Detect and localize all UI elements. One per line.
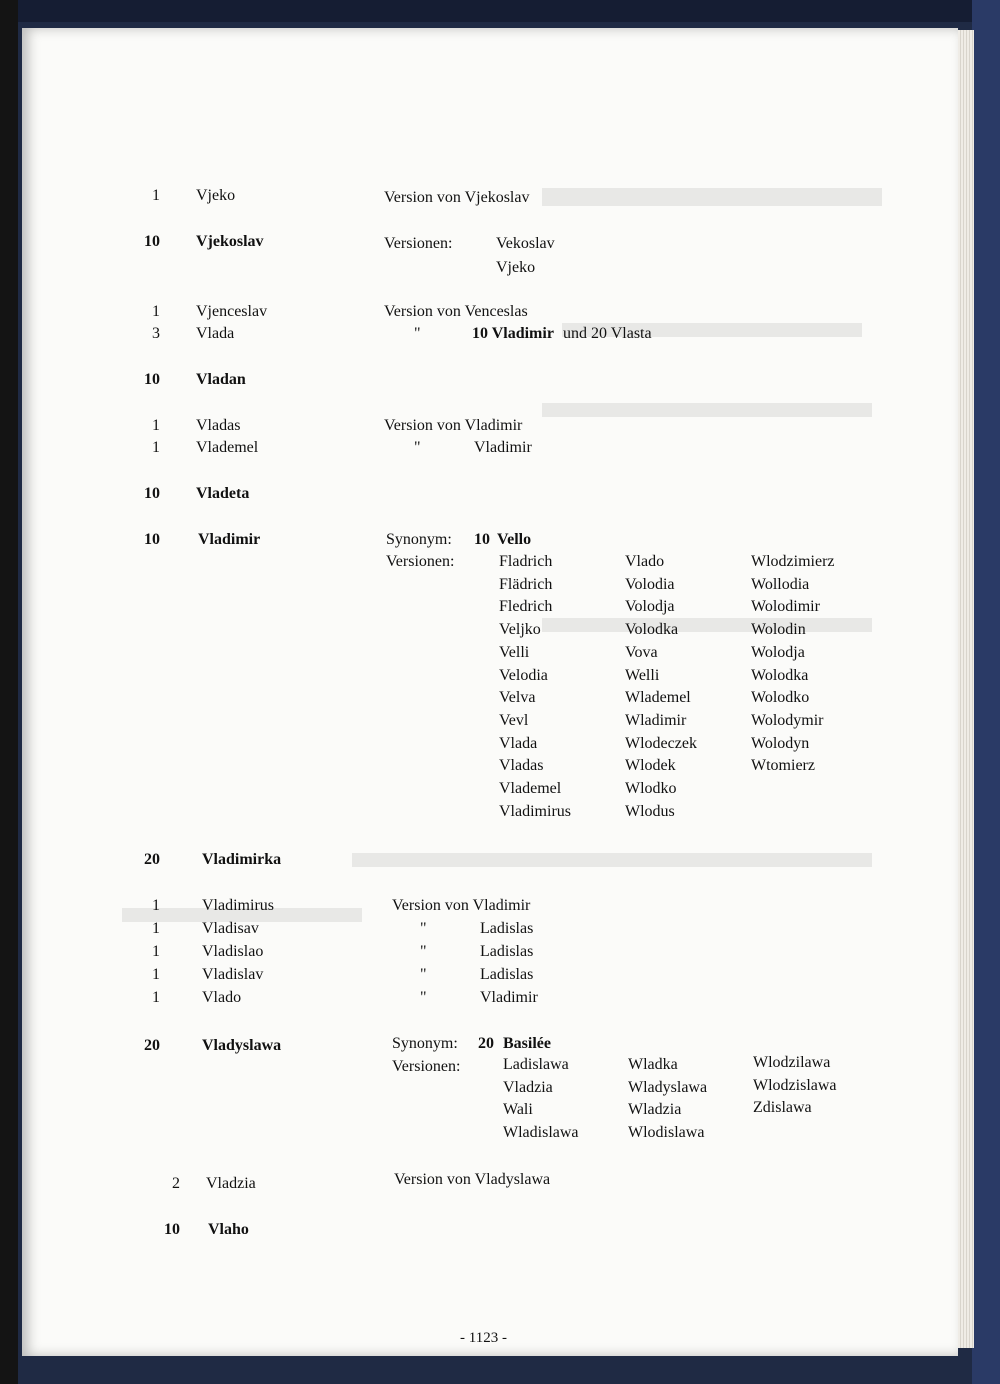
version-item: Vladas bbox=[499, 757, 544, 775]
show-through-shadow bbox=[542, 403, 872, 417]
version-item: Wlodko bbox=[625, 780, 677, 797]
version-item: Ladislawa bbox=[503, 1056, 569, 1073]
book-page bbox=[22, 28, 958, 1356]
version-item: Wolodka bbox=[751, 666, 809, 684]
entry-description: Version von Venceslas bbox=[384, 303, 528, 320]
entry-number: 2 bbox=[172, 1175, 180, 1192]
version-item: Wali bbox=[503, 1101, 533, 1118]
ditto-mark: " bbox=[414, 439, 421, 456]
entry-name: Vladisav bbox=[202, 920, 259, 937]
entry-name: Vlado bbox=[202, 989, 242, 1006]
version-item: Wlademel bbox=[625, 689, 691, 707]
entry-number: 1 bbox=[152, 966, 160, 983]
version-item: Wtomierz bbox=[751, 757, 815, 775]
entry-description: 10 Vladimir bbox=[472, 325, 554, 342]
entry-name: Vlaho bbox=[208, 1221, 249, 1238]
show-through-shadow bbox=[542, 618, 872, 632]
synonym-name: Basilée bbox=[503, 1035, 551, 1052]
version-item: Welli bbox=[625, 666, 660, 684]
version-item: Wlodus bbox=[625, 802, 675, 820]
version-item: Vevl bbox=[499, 711, 529, 729]
version-item: Volodka bbox=[625, 621, 679, 639]
show-through-shadow bbox=[542, 188, 882, 206]
version-item: Velli bbox=[499, 643, 530, 661]
version-item: Wladka bbox=[628, 1056, 678, 1073]
entry-name: Vladyslawa bbox=[202, 1037, 282, 1054]
entry-name: Vladislav bbox=[202, 966, 264, 983]
entry-name: Vladan bbox=[196, 371, 246, 388]
version-item: Fledrich bbox=[499, 598, 553, 616]
entry-number: 20 bbox=[144, 1037, 160, 1054]
entry-number: 1 bbox=[152, 943, 160, 960]
version-item: Velodia bbox=[499, 666, 548, 684]
ditto-mark: " bbox=[420, 943, 427, 960]
version-item: Velva bbox=[499, 689, 536, 707]
version-item: Wolodimir bbox=[751, 598, 820, 616]
ditto-mark: " bbox=[420, 920, 427, 937]
entry-name: Vjekoslav bbox=[196, 233, 264, 250]
book-gutter bbox=[0, 0, 18, 1384]
book-spine-top bbox=[0, 0, 1000, 22]
entry-number: 20 bbox=[144, 851, 160, 868]
version-item: Vladzia bbox=[503, 1078, 553, 1096]
version-item: Wlodek bbox=[625, 757, 676, 775]
version-item: Wolodyn bbox=[751, 734, 810, 752]
entry-description: Version von Vladimir bbox=[392, 897, 531, 914]
version-item: Vova bbox=[625, 643, 658, 661]
version-item: Wladislawa bbox=[503, 1123, 579, 1141]
version-item: Vlademel bbox=[499, 780, 562, 797]
synonym-number: 20 bbox=[478, 1035, 494, 1052]
page-number: - 1123 - bbox=[460, 1330, 507, 1346]
version-item: Zdislawa bbox=[753, 1099, 812, 1116]
version-item: Wladyslawa bbox=[628, 1078, 708, 1096]
version-item: Wladimir bbox=[625, 711, 687, 729]
version-item: Wlodislawa bbox=[628, 1123, 705, 1141]
entry-description: Version von Vladyslawa bbox=[394, 1171, 551, 1188]
version-item: Wolodymir bbox=[751, 711, 824, 729]
synonym-number: 10 bbox=[474, 531, 490, 548]
version-item: Vekoslav bbox=[496, 235, 555, 252]
version-item: Wlodzilawa bbox=[753, 1054, 831, 1071]
entry-number: 10 bbox=[144, 233, 160, 250]
entry-description: Ladislas bbox=[480, 920, 534, 937]
entry-number: 3 bbox=[152, 325, 160, 342]
entry-name: Vladislao bbox=[202, 943, 264, 960]
ditto-mark: " bbox=[420, 966, 427, 983]
entry-name: Vladimirka bbox=[202, 851, 282, 868]
version-item: Veljko bbox=[499, 621, 541, 639]
entry-number: 1 bbox=[152, 897, 160, 914]
versions-label: Versionen: bbox=[384, 235, 453, 252]
synonym-name: Vello bbox=[497, 531, 532, 548]
entry-number: 10 bbox=[164, 1221, 180, 1238]
entry-number: 1 bbox=[152, 417, 160, 434]
ditto-mark: " bbox=[420, 989, 427, 1006]
version-item: Fladrich bbox=[499, 553, 553, 570]
entry-number: 1 bbox=[152, 303, 160, 320]
entry-description: Vladimir bbox=[474, 439, 532, 456]
synonym-label: Synonym: bbox=[392, 1035, 458, 1052]
version-item: Wolodja bbox=[751, 643, 805, 661]
entry-name: Vladeta bbox=[196, 485, 250, 502]
version-item: Wladzia bbox=[628, 1101, 682, 1118]
entry-description: Ladislas bbox=[480, 943, 534, 960]
entry-name: Vjenceslav bbox=[196, 303, 268, 320]
entry-description: Version von Vladimir bbox=[384, 417, 523, 434]
entry-description: Version von Vjekoslav bbox=[384, 189, 530, 206]
book-cover-edge bbox=[972, 0, 1000, 1384]
entry-name: Vjeko bbox=[196, 187, 236, 204]
version-item: Wlodeczek bbox=[625, 734, 697, 752]
show-through-shadow bbox=[352, 853, 872, 867]
ditto-mark: " bbox=[414, 325, 421, 342]
version-item: Vlada bbox=[499, 734, 538, 752]
entry-name: Vladzia bbox=[206, 1175, 256, 1192]
entry-description-cont: und 20 Vlasta bbox=[563, 325, 652, 342]
version-item: Volodja bbox=[625, 598, 675, 616]
version-item: Vladimirus bbox=[499, 802, 571, 820]
version-item: Volodia bbox=[625, 575, 675, 593]
versions-label: Versionen: bbox=[392, 1058, 461, 1075]
entry-description: Ladislas bbox=[480, 966, 534, 983]
entry-number: 1 bbox=[152, 920, 160, 937]
entry-name: Vladas bbox=[196, 417, 241, 434]
version-item: Wolodko bbox=[751, 689, 810, 707]
entry-description: Vladimir bbox=[480, 989, 538, 1006]
synonym-label: Synonym: bbox=[386, 531, 452, 548]
entry-name: Vladimir bbox=[198, 531, 261, 548]
entry-number: 1 bbox=[152, 989, 160, 1006]
versions-label: Versionen: bbox=[386, 553, 455, 570]
version-item: Vlado bbox=[625, 553, 665, 570]
entry-name: Vlada bbox=[196, 325, 235, 342]
entry-name: Vlademel bbox=[196, 439, 259, 456]
entry-number: 10 bbox=[144, 371, 160, 388]
version-item: Wollodia bbox=[751, 575, 810, 593]
entry-number: 1 bbox=[152, 187, 160, 204]
entry-number: 1 bbox=[152, 439, 160, 456]
version-item: Vjeko bbox=[496, 259, 536, 276]
entry-name: Vladimirus bbox=[202, 897, 274, 914]
entry-number: 10 bbox=[144, 485, 160, 502]
entry-number: 10 bbox=[144, 531, 160, 548]
version-item: Flädrich bbox=[499, 575, 553, 593]
version-item: Wlodzimierz bbox=[751, 553, 835, 570]
version-item: Wolodin bbox=[751, 621, 806, 639]
version-item: Wlodzislawa bbox=[753, 1076, 837, 1094]
